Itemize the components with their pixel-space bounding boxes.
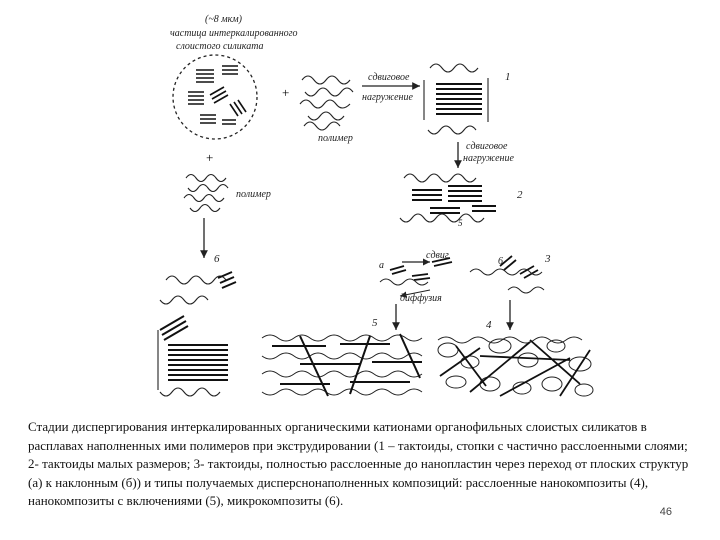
shear-1-line1: сдвиговое [368, 72, 410, 83]
shear-1-line2: нагружение [362, 92, 413, 103]
shear-3-label: сдвиг [426, 250, 449, 261]
label-6-mid: 6 [498, 256, 503, 267]
top-note-2: частица интеркалированного [170, 28, 298, 39]
label-2: 2 [517, 189, 523, 201]
label-5-small: 5 [458, 218, 463, 228]
microcomposite-6 [158, 272, 236, 396]
stage-2-small-tactoids [400, 174, 496, 222]
top-note-3: слоистого силиката [176, 41, 264, 52]
diffusion-label: диффузия [400, 293, 442, 304]
top-note-1: (~8 мкм) [205, 14, 243, 25]
shear-2-line2: нагружение [463, 153, 514, 164]
label-4: 4 [486, 319, 492, 331]
stage-3-exfoliation [380, 256, 544, 296]
figure-caption: Стадии диспергирования интеркалированных органическими катионами органофильных слоистых силикатов в расплавах наполненных ими полимеров при экструдировании (1 – тактоиды, стопки с частично расслоенными слоями; 2- тактоиды малых размеров; 3- тактоиды, полностью расслоенные до нанопластин через переход от плоских структур (а) к наклонным (б)) и типы получаемых дисперснонаполненных композиций: расслоенные нанокомпозиты (4), нанокомпозиты с включениями (5), микрокомпозиты (6). [28, 419, 689, 509]
plus-sign-1: + [282, 85, 290, 100]
shear-2-line1: сдвиговое [466, 141, 508, 152]
label-1: 1 [505, 71, 511, 83]
polymer-tangle-2 [184, 175, 228, 212]
label-5: 5 [372, 317, 378, 329]
page-number: 46 [659, 506, 672, 518]
exfoliated-nanocomposite-4 [438, 337, 593, 396]
label-3: 3 [545, 253, 551, 265]
intercalated-particle [173, 55, 257, 139]
stage-1-tactoids [424, 64, 488, 134]
label-a: а [379, 260, 384, 271]
polymer-label-1: полимер [318, 133, 353, 144]
polymer-tangle-1 [300, 76, 353, 130]
label-6-left: 6 [214, 253, 220, 265]
nanocomposite-5 [262, 334, 422, 396]
plus-sign-2: + [206, 150, 214, 165]
polymer-label-2: полимер [236, 189, 271, 200]
